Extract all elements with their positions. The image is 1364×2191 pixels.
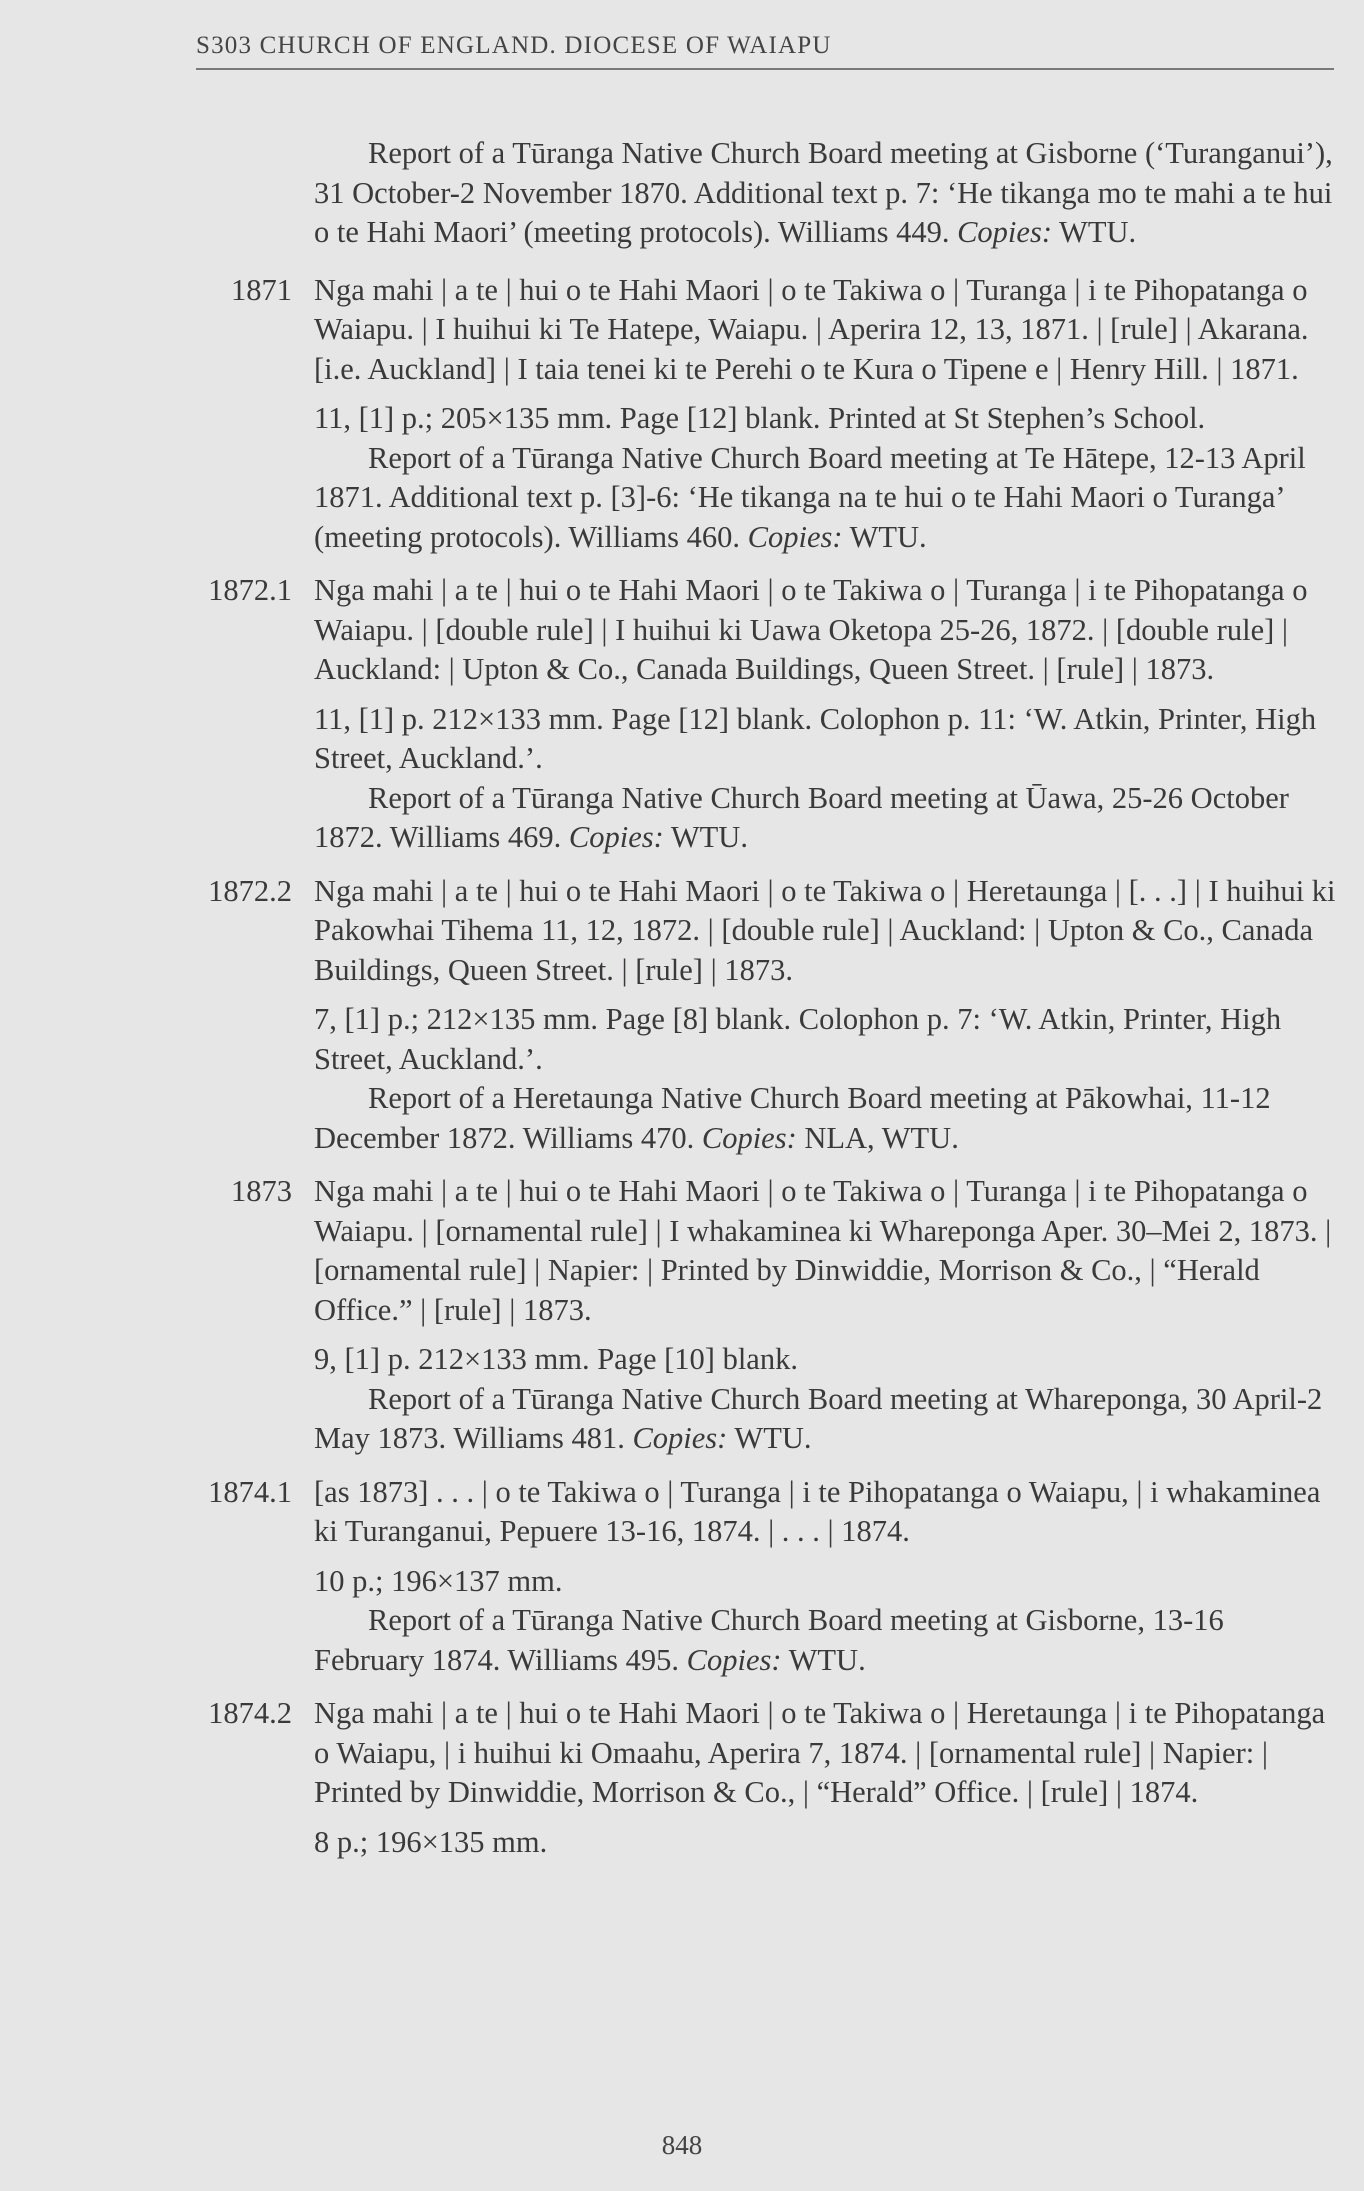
entry-note <box>314 439 1336 558</box>
entry-note <box>314 779 1336 858</box>
entry-copies: NLA, WTU. <box>796 1120 959 1155</box>
entry-copies-label: Copies: <box>747 519 843 554</box>
page-content <box>0 134 1364 1862</box>
entry-copies: WTU. <box>842 519 927 554</box>
entry-physical: 7, [1] p.; 212×135 mm. Page [8] blank. Colophon p. 7: ‘W. Atkin, Printer, High Street, Auckland.’. <box>314 1002 1282 1076</box>
entry-note-text: Report of a Tūranga Native Church Board meeting at Gisborne, 13-16 February 1874. Williams 495. <box>314 1603 1224 1677</box>
intro-text: Report of a Tūranga Native Church Board meeting at Gisborne (‘Turanganui’), 31 October-2 November 1870. Additional text p. 7: ‘He tikanga mo te mahi a te hui o te Hahi Maori’ (meeting protocols). Williams 449. <box>314 136 1333 249</box>
entry-year: 1874.2 <box>208 1696 292 1730</box>
entry-title: Nga mahi | a te | hui o te Hahi Maori | o te Takiwa o | Heretaunga | [. . .] | I huihui ki Pakowhai Tihema 11, 12, 1872. | [double rule] | Auckland: | Upton & Co., Canada Buildings, Queen Street. | [rule] | 1873. <box>314 873 1336 987</box>
entry-note-text: Report of a Tūranga Native Church Board meeting at Te Hātepe, 12-13 April 1871. Additional text p. [3]-6: ‘He tikanga na te hui o te Hahi Maori o Turanga’ (meeting protocols). Williams 460. <box>314 440 1306 554</box>
entry-copies-label: Copies: <box>686 1642 782 1677</box>
entry-title: Nga mahi | a te | hui o te Hahi Maori | o te Takiwa o | Turanga | i te Pihopatanga o Waiapu. | [double rule] | I huihui ki Uawa Oketopa 25-26, 1872. | [double rule] | Auckland: | Upton & Co., Canada Buildings, Queen Street. | [rule] | 1873. <box>314 573 1308 686</box>
entry-description <box>0 700 1364 858</box>
entry-description <box>0 399 1364 557</box>
page-number: 848 <box>661 2130 703 2160</box>
entry-physical: 11, [1] p.; 205×135 mm. Page [12] blank. Printed at St Stephen’s School. <box>314 401 1206 435</box>
entry-year: 1872.2 <box>208 873 292 908</box>
bibliography-entry <box>0 1694 1364 1862</box>
entry-year: 1871 <box>231 272 292 307</box>
entry-year: 1873 <box>231 1174 292 1208</box>
entry-copies-label: Copies: <box>568 820 664 854</box>
entry-title: [as 1873] . . . | o te Takiwa o | Turanga | i te Pihopatanga o Waiapu, | i whakaminea ki Turanganui, Pepuere 13-16, 1874. | . . . | 1874. <box>314 1474 1321 1548</box>
entry-description <box>0 1562 1364 1681</box>
entry-copies: WTU. <box>781 1642 866 1677</box>
entry-title: Nga mahi | a te | hui o te Hahi Maori | o te Takiwa o | Heretaunga | i te Pihopatanga o Waiapu, | i huihui ki Omaahu, Aperira 7, 1874. | [ornamental rule] | Napier: | Printed by Dinwiddie, Morrison & Co., | “Herald” Office. | [rule] | 1874. <box>314 1696 1326 1809</box>
entry-note <box>314 1079 1336 1158</box>
bibliography-entry <box>0 1473 1364 1681</box>
bibliography-entry <box>0 1172 1364 1459</box>
intro-paragraph <box>0 134 1364 253</box>
entry-physical: 10 p.; 196×137 mm. <box>314 1563 563 1598</box>
entry-description <box>0 1823 1364 1863</box>
entry-physical: 8 p.; 196×135 mm. <box>314 1824 548 1859</box>
entry-year: 1872.1 <box>208 573 292 607</box>
intro-copies: WTU. <box>1051 215 1137 249</box>
entry-copies-label: Copies: <box>701 1120 797 1155</box>
entry-copies: WTU. <box>727 1421 812 1455</box>
entry-title: Nga mahi | a te | hui o te Hahi Maori | o te Takiwa o | Turanga | i te Pihopatanga o Waiapu. | I huihui ki Te Hatepe, Waiapu. | Aperira 12, 13, 1871. | [rule] | Akarana. [i.e. Auckland] | I taia tenei ki te Perehi o te Kura o Tipene e | Henry Hill. | 1871. <box>314 272 1309 386</box>
bibliography-entry <box>0 571 1364 858</box>
running-head: S303 CHURCH OF ENGLAND. DIOCESE OF WAIAPU <box>196 32 1334 70</box>
entry-copies-label: Copies: <box>632 1421 728 1455</box>
intro-copies-label: Copies: <box>957 215 1052 249</box>
bibliography-entry <box>0 872 1364 1159</box>
entry-physical: 11, [1] p. 212×133 mm. Page [12] blank. Colophon p. 11: ‘W. Atkin, Printer, High Street, Auckland.’. <box>314 701 1317 775</box>
entry-note-text: Report of a Tūranga Native Church Board meeting at Whareponga, 30 April-2 May 1873. Williams 481. <box>314 1381 1323 1455</box>
entry-title: Nga mahi | a te | hui o te Hahi Maori | o te Takiwa o | Turanga | i te Pihopatanga o Waiapu. | [ornamental rule] | I whakaminea ki Whareponga Aper. 30–Mei 2, 1873. | [ornamental rule] | Napier: | Printed by Dinwiddie, Morrison & Co., | “Herald Office.” | [rule] | 1873. <box>314 1174 1332 1327</box>
entry-physical: 9, [1] p. 212×133 mm. Page [10] blank. <box>314 1342 798 1376</box>
entry-description <box>0 1000 1364 1158</box>
entry-copies: WTU. <box>663 820 748 854</box>
bibliography-entry <box>0 271 1364 558</box>
entry-note-text: Report of a Tūranga Native Church Board meeting at Ūawa, 25-26 October 1872. Williams 469. <box>314 780 1289 854</box>
entry-year: 1874.1 <box>208 1474 292 1509</box>
entry-description <box>0 1340 1364 1459</box>
entry-note <box>314 1601 1336 1680</box>
entry-note <box>314 1380 1336 1459</box>
entry-note-text: Report of a Heretaunga Native Church Board meeting at Pākowhai, 11-12 December 1872. Williams 470. <box>314 1081 1271 1155</box>
